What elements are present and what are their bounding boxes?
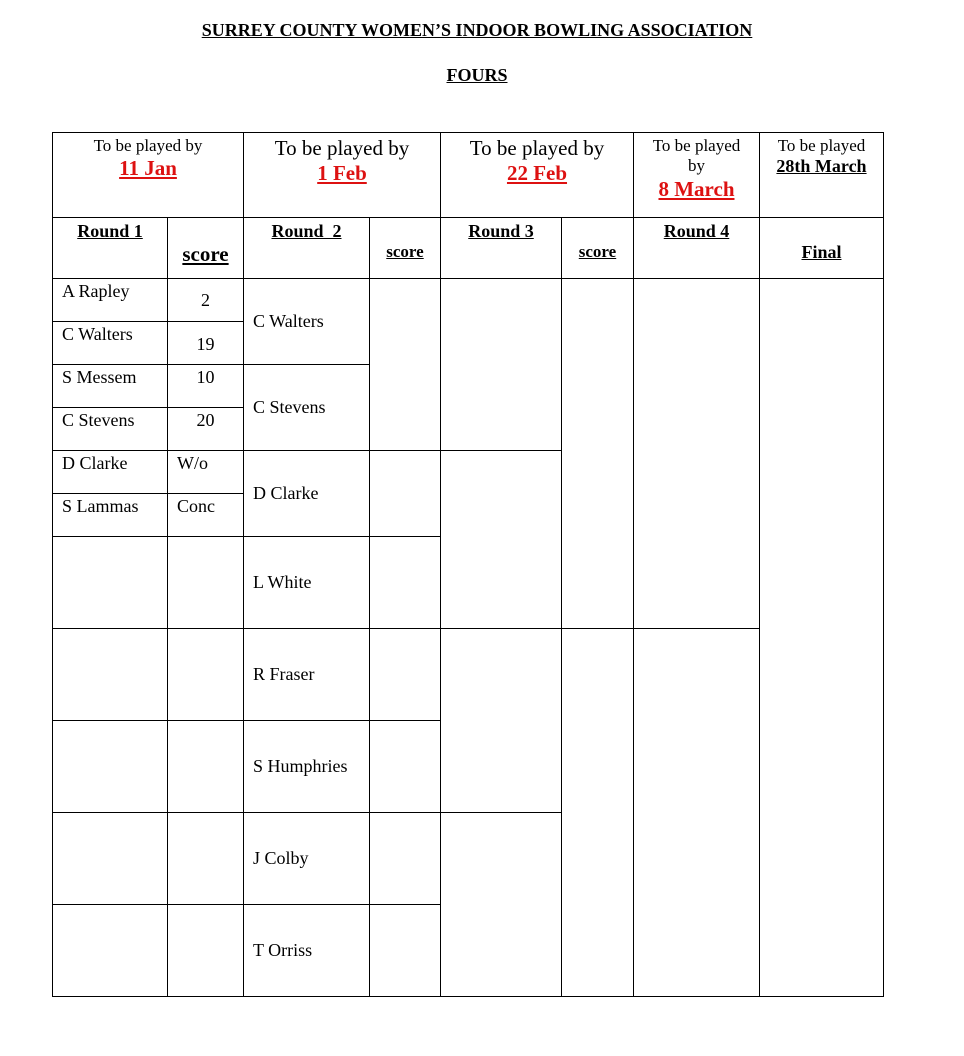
round1-player: S Lammas [52,493,168,537]
deadline-date-final: 28th March [776,156,867,177]
round1-player: A Rapley [52,278,168,322]
round1-header: Round 1 [52,217,168,279]
round1-empty-cell [167,628,244,721]
deadline-prefix-b: by [688,156,705,176]
round3-score-cell [561,278,634,629]
round1-score: 2 [167,278,244,322]
round2-player: T Orriss [243,904,370,997]
final-cell [759,278,884,997]
round3-score-header-cell [561,217,634,279]
round1-player: S Messem [52,364,168,408]
round4-cell [633,628,760,997]
round2-score-cell [369,720,441,813]
round1-empty-cell [52,904,168,997]
round1-player: C Stevens [52,407,168,451]
round1-empty-cell [52,536,168,629]
round2-player: R Fraser [243,628,370,721]
final-header: Final [801,242,842,262]
deadline-date-round1: 11 Jan [119,156,177,181]
round1-empty-cell [52,812,168,905]
round2-score-cell [369,812,441,905]
round2-score-cell [369,278,441,451]
deadline-date-round4: 8 March [658,176,735,201]
deadline-round2 [243,132,441,218]
deadline-prefix-a: To be played [652,136,741,155]
round1-empty-cell [167,812,244,905]
round1-score-header-cell [167,217,244,279]
round3-cell [440,812,562,997]
round2-player: L White [243,536,370,629]
round1-player: D Clarke [52,450,168,494]
round1-score: 20 [167,407,244,451]
deadline-prefix: To be played by [93,136,203,155]
round1-score: 10 [167,364,244,408]
round1-empty-cell [167,720,244,813]
deadline-date-round3: 22 Feb [506,161,568,186]
round4-cell [633,278,760,629]
round1-empty-cell [167,536,244,629]
round2-player: S Humphries [243,720,370,813]
page-title: SURREY COUNTY WOMEN’S INDOOR BOWLING ASSOCIATION [201,20,753,40]
deadline-prefix-a: To be played [777,136,866,155]
round3-score-cell [561,628,634,997]
deadline-prefix: To be played by [274,136,410,160]
round1-empty-cell [52,720,168,813]
deadline-date-round2: 1 Feb [317,161,367,186]
round1-empty-cell [167,904,244,997]
round1-score-header: score [182,242,229,266]
round2-score-header-cell [369,217,441,279]
round3-header: Round 3 [440,217,562,279]
round2-score-header: score [386,242,424,261]
round3-cell [440,628,562,813]
round2-score-cell [369,904,441,997]
final-header-cell [759,217,884,279]
deadline-round4 [633,132,760,218]
round1-empty-cell [52,628,168,721]
round1-score: W/o [167,450,244,494]
round2-player: C Walters [243,278,370,365]
round2-score-cell [369,628,441,721]
round2-header: Round 2 [243,217,370,279]
round1-player: C Walters [52,321,168,365]
round2-player: C Stevens [243,364,370,451]
round2-player: D Clarke [243,450,370,537]
round3-cell [440,278,562,451]
round2-score-cell [369,450,441,537]
round3-score-header: score [578,242,617,261]
round1-score: Conc [167,493,244,537]
round3-cell [440,450,562,629]
round1-score: 19 [167,321,244,365]
round2-player: J Colby [243,812,370,905]
round4-header: Round 4 [633,217,760,279]
deadline-prefix: To be played by [469,136,605,160]
round2-score-cell [369,536,441,629]
deadline-round1 [52,132,244,218]
deadline-final [759,132,884,218]
page-subtitle: FOURS [446,65,508,85]
deadline-round3 [440,132,634,218]
